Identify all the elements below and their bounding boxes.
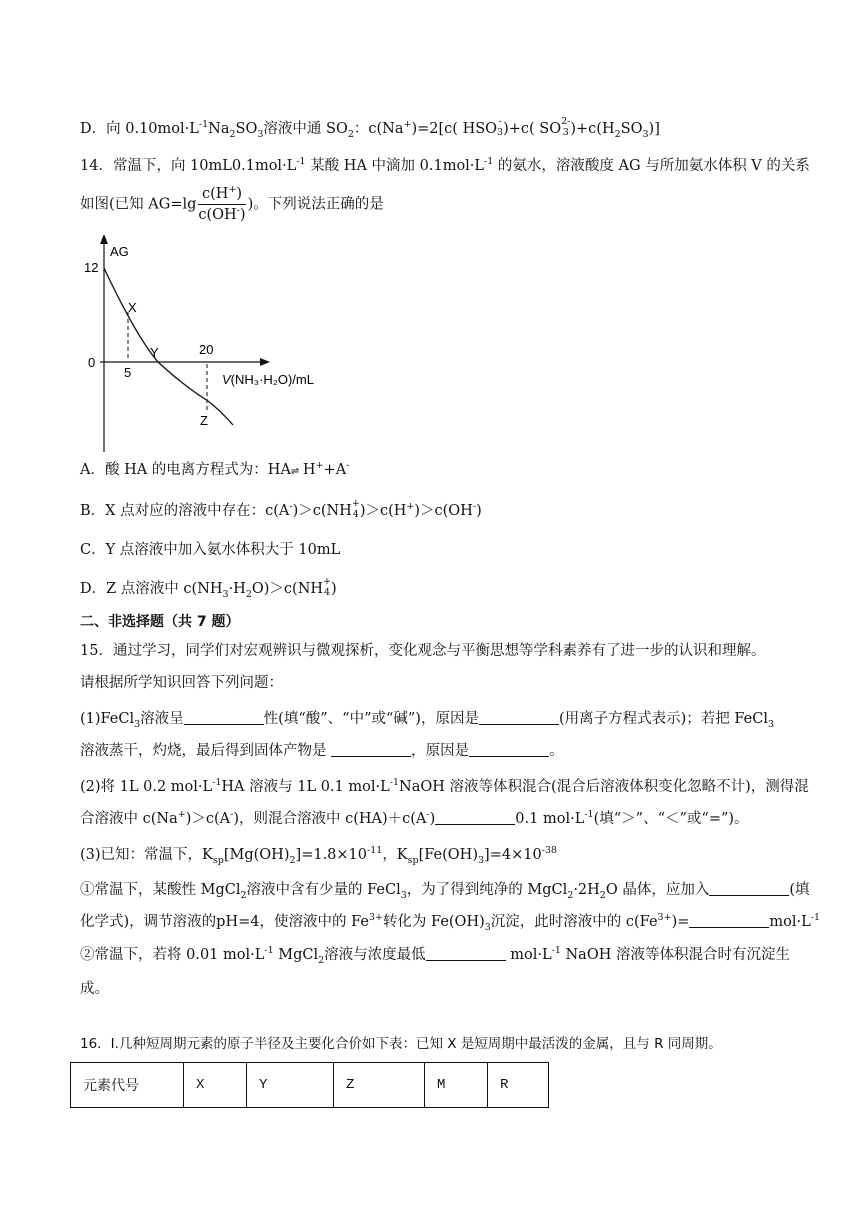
q15-part1-line2: 溶液蒸干，灼烧，最后得到固体产物是 ，原因是 。 (80, 743, 564, 759)
y-axis-arrow (100, 234, 108, 244)
answer-blank-6[interactable] (709, 880, 789, 896)
q15-intro-line1: 15．通过学习，同学们对宏观辨识与微观探析，变化观念与平衡思想等学科素养有了进一步的认识和理解。 (80, 643, 766, 659)
answer-blank-1[interactable] (184, 709, 264, 725)
ag-fraction: $\frac{c(H^+)}{c(OH^-)}$ (198, 184, 246, 223)
ag-curve (104, 268, 233, 425)
ag-volume-graph (80, 232, 350, 454)
table-cell: Z (334, 1063, 425, 1108)
q14-option-d: D．Z 点溶液中 $c(NH_3\cdot H_2O)>c(NH$ + 4 ) (80, 576, 337, 600)
q13-option-d: D．向 $0.10mol\cdot L^{-1}Na_2SO_3$溶液中通 $SO_2$：c(Na+)=2[c( HSO - 3 )+c( SO 2- 3 )$+c(H_2SO_3)$] (80, 116, 660, 140)
q15-part3-line1: (3)已知：常温下，$K_{sp}[Mg(OH)_2]=1.8\times 10^{-11}$，$K_{sp}[Fe(OH)_3]=4\times 10^{-38}$ (80, 845, 557, 866)
element-table (70, 1062, 549, 1108)
tick-20: 20 (199, 342, 214, 357)
tick-0: 0 (88, 355, 96, 370)
table-cell: X (184, 1063, 247, 1108)
q14-option-b: B．X 点对应的溶液中存在：c(A-)＞c(NH + 4 )＞c(H+)＞c(OH-) (80, 498, 482, 520)
answer-blank-7[interactable] (689, 912, 769, 928)
y-axis-label: AG (110, 244, 129, 259)
answer-blank-8[interactable] (426, 945, 506, 961)
section-heading: 二、非选择题（共 7 题） (80, 614, 240, 630)
q15-intro-line2: 请根据所学知识回答下列问题： (80, 675, 283, 691)
q15-part1-line1: (1)FeCl$_3$溶液呈 性(填“酸”、“中”或“碱”)，原因是 (用离子方程式表示)；若把 FeCl$_3$ (80, 711, 775, 730)
answer-blank-4[interactable] (469, 741, 549, 757)
q14-stem-line1: 14．常温下，向 $10mL0.1mol\cdot L^{-1}$ 某酸 HA 中滴加 $0.1mol\cdot L^{-1}$ 的氨水，溶液酸度 AG 与所加氨水体积 V 的关系 (80, 156, 810, 174)
table-cell: M (425, 1063, 488, 1108)
table-cell: 元素代号 (71, 1063, 184, 1108)
q15-part3-line4: ②常温下，若将 0.01 $mol\cdot L^{-1}$ MgCl$_2$溶液与浓度最低 $mol\cdot L^{-1}$ NaOH 溶液等体积混合时有沉淀生 (80, 945, 790, 966)
point-y-label: Y (150, 345, 159, 360)
answer-blank-5[interactable] (435, 809, 515, 825)
q15-part2-line2: 合溶液中 c(Na+)＞c(A-)，则混合溶液中 c(HA)＋c(A-) 0.1 $mol\cdot L^{-1}$(填“＞”、“＜”或“=”)。 (80, 809, 749, 827)
q14-stem-line2: 如图(已知 AG=lg $\frac{c(H^+)}{c(OH^-)}$ )。下列说法正确的是 (80, 184, 384, 223)
q14-option-c: C．Y 点溶液中加入氨水体积大于 10mL (80, 542, 341, 558)
q15-part2-line1: (2)将 1L 0.2 $mol\cdot L^{-1}HA$ 溶液与 1L 0.1 $mol\cdot L^{-1}NaOH$ 溶液等体积混合(混合后溶液体积变化忽略不计)，测得混 (80, 777, 809, 795)
answer-blank-3[interactable] (331, 741, 411, 757)
table-cell: Y (247, 1063, 334, 1108)
x-axis-arrow (260, 358, 270, 366)
q15-part3-line3: 化学式)，调节溶液的pH=4，使溶液中的 $Fe^{3+}$转化为 $Fe(OH)_3$沉淀，此时溶液中的 $c(Fe^{3+})= mol\cdot L^{-1}$ (80, 912, 820, 933)
point-x-label: X (128, 300, 137, 315)
table-cell: R (488, 1063, 549, 1108)
table-row (71, 1063, 549, 1108)
q15-part3-line2: ①常温下，某酸性 MgCl$_2$溶液中含有少量的 FeCl$_3$，为了得到纯净的 $MgCl_2\cdot 2H_2O$ 晶体，应加入 (填 (80, 882, 810, 901)
answer-blank-2[interactable] (479, 709, 559, 725)
tick-12: 12 (84, 260, 99, 275)
tick-5: 5 (124, 365, 132, 380)
equilibrium-arrow-icon: ⇌ (290, 466, 299, 477)
x-axis-label: V(NH₃·H₂O)/mL (222, 372, 314, 387)
q16-intro: 16．Ⅰ.几种短周期元素的原子半径及主要化合价如下表：已知 X 是短周期中最活泼的金属，且与 R 同周期。 (80, 1036, 722, 1052)
q14-option-a: A．酸 HA 的电离方程式为：HA⇌ H++A- (80, 460, 350, 478)
q15-part3-line5: 成。 (80, 981, 109, 997)
point-z-label: Z (200, 413, 208, 428)
